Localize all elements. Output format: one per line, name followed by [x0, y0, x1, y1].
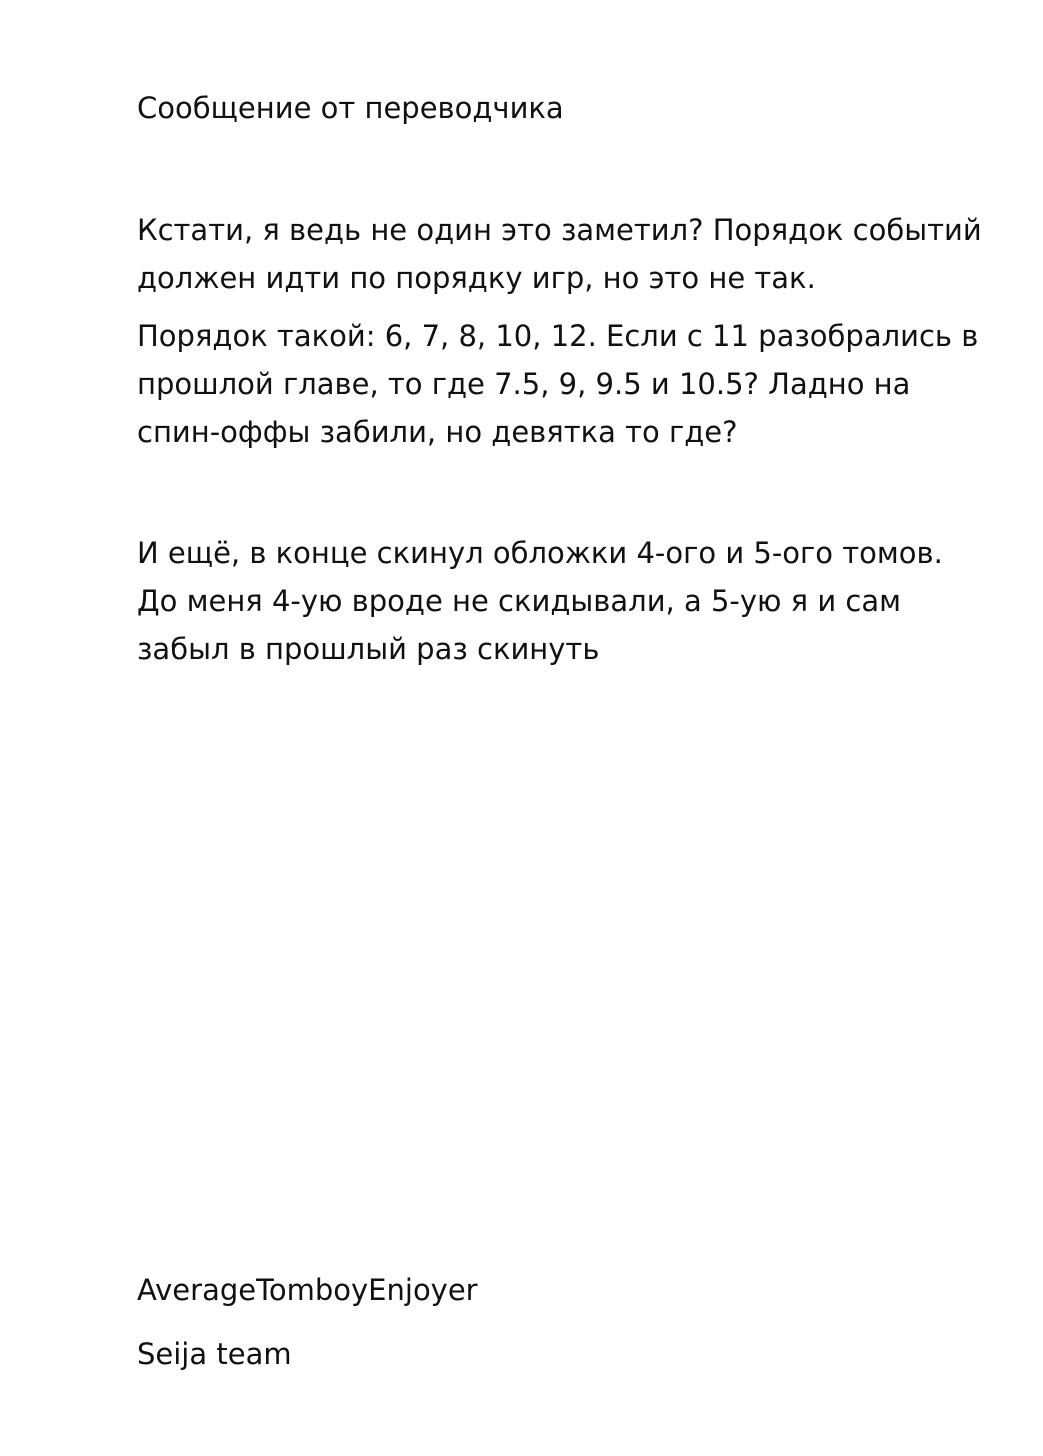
page-title: Сообщение от переводчика	[137, 91, 564, 125]
paragraph-line: забыл в прошлый раз скинуть	[137, 632, 600, 666]
signature-team: Seija team	[137, 1337, 292, 1371]
paragraph-1	[137, 206, 997, 302]
paragraph-line: должен идти по порядку игр, но это не так.	[137, 261, 816, 295]
signature-author: AverageTomboyEnjoyer	[137, 1273, 478, 1307]
paragraph-line: До меня 4-ую вроде не скидывали, а 5-ую я и сам	[137, 584, 901, 618]
paragraph-line: И ещё, в конце скинул обложки 4-ого и 5-ого томов.	[137, 536, 943, 570]
paragraph-line: Порядок такой: 6, 7, 8, 10, 12. Если с 11 разобрались в	[137, 319, 979, 353]
paragraph-line: прошлой главе, то где 7.5, 9, 9.5 и 10.5? Ладно на	[137, 367, 911, 401]
paragraph-line: Кстати, я ведь не один это заметил? Порядок событий	[137, 213, 982, 247]
paragraph-line: спин-оффы забили, но девятка то где?	[137, 415, 738, 449]
paragraph-2	[137, 312, 997, 456]
paragraph-3	[137, 529, 997, 673]
